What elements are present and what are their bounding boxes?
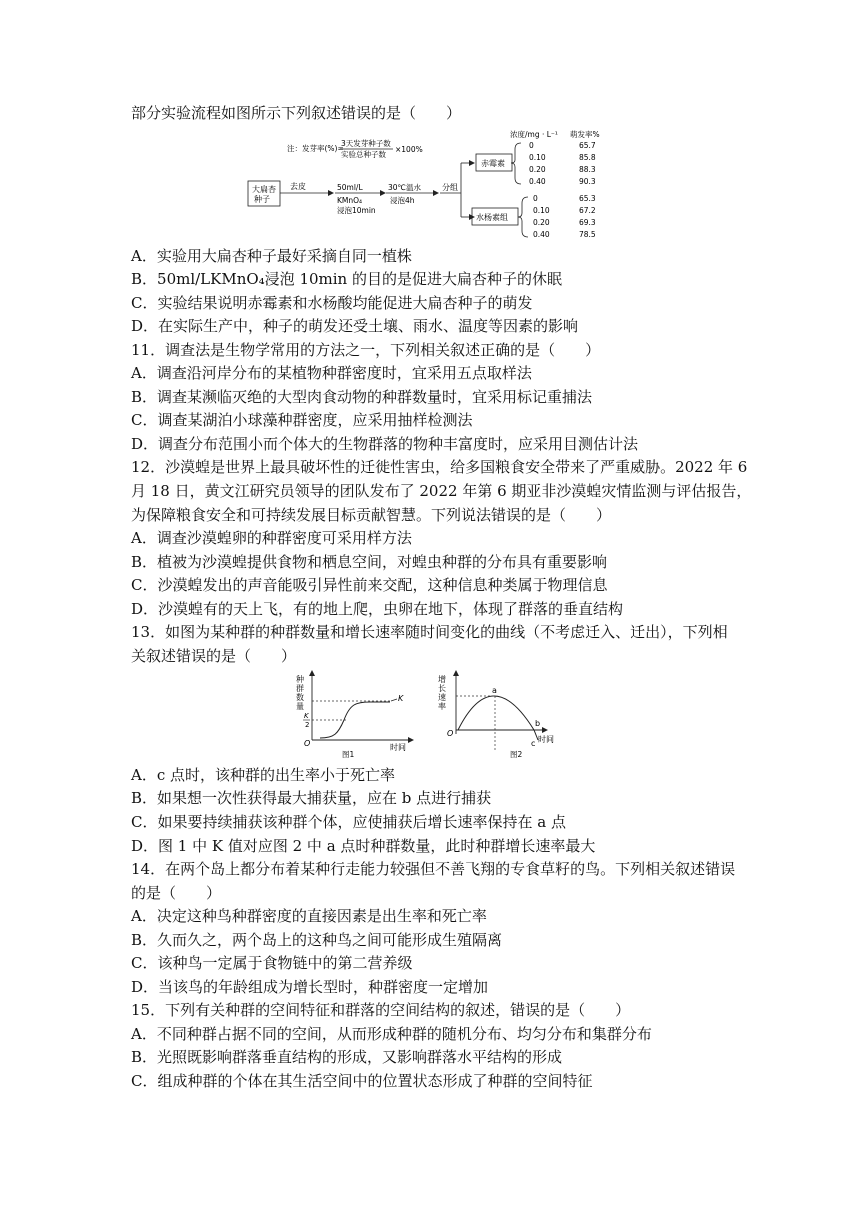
question-12-stem-1: 12．沙漠蝗是世界上最具破坏性的迁徙性害虫，给多国粮食安全带来了严重威胁。2022 年 6 (131, 458, 748, 476)
svg-text:种子: 种子 (254, 195, 270, 204)
question-13-stem-2: 关叙述错误的是（ ） (131, 647, 297, 665)
g1-caption: 图1 (342, 750, 355, 759)
g2-point-c: c (531, 739, 536, 748)
concentration-header: 浓度/mg · L⁻¹ (510, 130, 558, 139)
q11-option-b: B．调查某濒临灭绝的大型肉食动物的种群数量时，宜采用标记重捕法 (131, 388, 593, 406)
q15-option-c: C．组成种群的个体在其生活空间中的位置状态形成了种群的空间特征 (131, 1072, 593, 1090)
svg-text:88.3: 88.3 (579, 165, 596, 174)
q13-option-b: B．如果想一次性获得最大捕获量，应在 b 点进行捕获 (131, 789, 492, 807)
g2-ylabel-4: 率 (438, 702, 446, 711)
q11-option-a: A．调查沿河岸分布的某植物种群密度时，宜采用五点取样法 (131, 364, 532, 382)
svg-text:大扁杏: 大扁杏 (252, 185, 276, 194)
q15-option-b: B．光照既影响群落垂直结构的形成，又影响群落水平结构的形成 (131, 1048, 563, 1066)
svg-text:69.3: 69.3 (579, 218, 596, 227)
kmno4-step-3: 浸泡10min (337, 206, 376, 215)
q10-option-d: D．在实际生产中，种子的萌发还受土壤、雨水、温度等因素的影响 (131, 317, 579, 335)
svg-text:0.10: 0.10 (533, 206, 550, 215)
g1-ylabel-1: 种 (296, 675, 304, 684)
svg-text:78.5: 78.5 (579, 230, 596, 239)
svg-text:0.10: 0.10 (529, 153, 546, 162)
g1-ylabel-4: 量 (296, 702, 304, 711)
peel-step: 去皮 (290, 182, 306, 191)
figure-2-growth-rate-curve (434, 668, 566, 760)
svg-text:0.20: 0.20 (529, 165, 546, 174)
g1-ylabel-3: 数 (296, 693, 304, 702)
svg-text:67.2: 67.2 (579, 206, 596, 215)
q14-option-d: D．当该鸟的年龄组成为增长型时，种群密度一定增加 (131, 978, 489, 996)
g1-k-label: K (398, 694, 404, 703)
gibberellin-data (529, 141, 596, 186)
group-step: 分组 (442, 183, 458, 192)
question-13-stem-1: 13．如图为某种群的种群数量和增长速率随时间变化的曲线（不考虑迁入、迁出），下列相 (131, 623, 728, 641)
svg-text:0.40: 0.40 (533, 230, 550, 239)
q14-option-c: C．该种鸟一定属于食物链中的第二营养级 (131, 954, 413, 972)
svg-text:水杨素组: 水杨素组 (476, 213, 508, 222)
experiment-flow-diagram (243, 127, 615, 241)
question-14-stem-1: 14．在两个岛上都分布着某种行走能力较强但不善飞翔的专食草籽的鸟。下列相关叙述错误 (131, 860, 736, 878)
question-15-stem: 15．下列有关种群的空间特征和群落的空间结构的叙述，错误的是（ ） (131, 1001, 631, 1019)
parabola-curve (458, 696, 541, 740)
g2-origin: O (447, 729, 454, 738)
warm-water-step-2: 浸泡4h (390, 196, 415, 205)
svg-text:90.3: 90.3 (579, 177, 596, 186)
germination-rate-header: 萌发率% (570, 130, 600, 139)
g1-ylabel-2: 群 (296, 684, 304, 693)
q12-option-c: C．沙漠蝗发出的声音能吸引异性前来交配，这种信息种类属于物理信息 (131, 576, 608, 594)
g1-origin: O (304, 739, 311, 748)
q14-option-a: A．决定这种鸟种群密度的直接因素是出生率和死亡率 (131, 907, 487, 925)
g2-ylabel-2: 长 (438, 684, 446, 693)
question-12-stem-3: 为保障粮食安全和可持续发展目标贡献智慧。下列说法错误的是（ ） (131, 506, 612, 524)
q12-option-d: D．沙漠蝗有的天上飞，有的地上爬，虫卵在地下，体现了群落的垂直结构 (131, 600, 624, 618)
q12-option-b: B．植被为沙漠蝗提供食物和栖息空间，对蝗虫种群的分布具有重要影响 (131, 553, 608, 571)
q10-option-a: A．实验用大扁杏种子最好采摘自同一植株 (131, 247, 412, 265)
kmno4-step-2: KMnO₄ (337, 196, 363, 205)
q11-option-d: D．调查分布范围小而个体大的生物群落的物种丰富度时，应采用目测估计法 (131, 435, 639, 453)
g2-point-b: b (535, 719, 541, 728)
q14-option-b: B．久而久之，两个岛上的这种鸟之间可能形成生殖隔离 (131, 931, 503, 949)
q15-option-a: A．不同种群占据不同的空间，从而形成种群的随机分布、均匀分布和集群分布 (131, 1025, 652, 1043)
svg-text:0.40: 0.40 (529, 177, 546, 186)
svg-text:0: 0 (533, 194, 538, 203)
g1-k-half-num: K (304, 712, 309, 720)
g2-caption: 图2 (510, 750, 523, 759)
question-10-stem: 部分实验流程如图所示下列叙述错误的是（ ） (131, 104, 462, 122)
svg-text:85.8: 85.8 (579, 153, 596, 162)
svg-text:65.7: 65.7 (579, 141, 596, 150)
salicylic-acid-data (533, 194, 596, 239)
q10-option-b: B．50ml/LKMnO₄浸泡 10min 的目的是促进大扁杏种子的休眠 (131, 270, 562, 288)
q11-option-c: C．调查某湖泊小球藻种群密度，应采用抽样检测法 (131, 411, 473, 429)
g1-xlabel: 时间 (390, 743, 406, 752)
germination-rate-note: 注：发芽率(%)= (287, 144, 344, 153)
g2-ylabel-3: 速 (438, 693, 446, 702)
note-denominator: 实验总种子数 (341, 150, 386, 159)
q10-option-c: C．实验结果说明赤霉素和水杨酸均能促进大扁杏种子的萌发 (131, 294, 533, 312)
q13-option-c: C．如果要持续捕获该种群个体，应使捕获后增长速率保持在 a 点 (131, 813, 566, 831)
g1-k-half-den: 2 (305, 721, 310, 729)
q12-option-a: A．调查沙漠蝗卵的种群密度可采用样方法 (131, 529, 412, 547)
svg-text:赤霉素: 赤霉素 (481, 159, 505, 168)
figure-1-population-curve (290, 668, 420, 760)
g2-ylabel-1: 增 (438, 675, 446, 684)
q13-option-a: A．c 点时，该种群的出生率小于死亡率 (131, 766, 396, 784)
question-11-stem: 11．调查法是生物学常用的方法之一，下列相关叙述正确的是（ ） (131, 341, 601, 359)
svg-text:65.3: 65.3 (579, 194, 596, 203)
question-14-stem-2: 的是（ ） (131, 884, 222, 902)
warm-water-step-1: 30℃温水 (388, 183, 421, 192)
question-12-stem-2: 月 18 日，黄文江研究员领导的团队发布了 2022 年第 6 期亚非沙漠蝗灾情监测与评估报告， (131, 482, 752, 500)
q13-option-d: D．图 1 中 K 值对应图 2 中 a 点时种群数量，此时种群增长速率最大 (131, 837, 596, 855)
svg-text:0: 0 (529, 141, 534, 150)
g2-xlabel: 时间 (538, 735, 554, 744)
s-curve (320, 702, 390, 738)
note-numerator: 3天发芽种子数 (341, 139, 391, 148)
note-suffix: ×100% (395, 145, 423, 154)
kmno4-step-1: 50ml/L (337, 183, 363, 192)
g2-point-a: a (492, 686, 497, 695)
svg-text:0.20: 0.20 (533, 218, 550, 227)
